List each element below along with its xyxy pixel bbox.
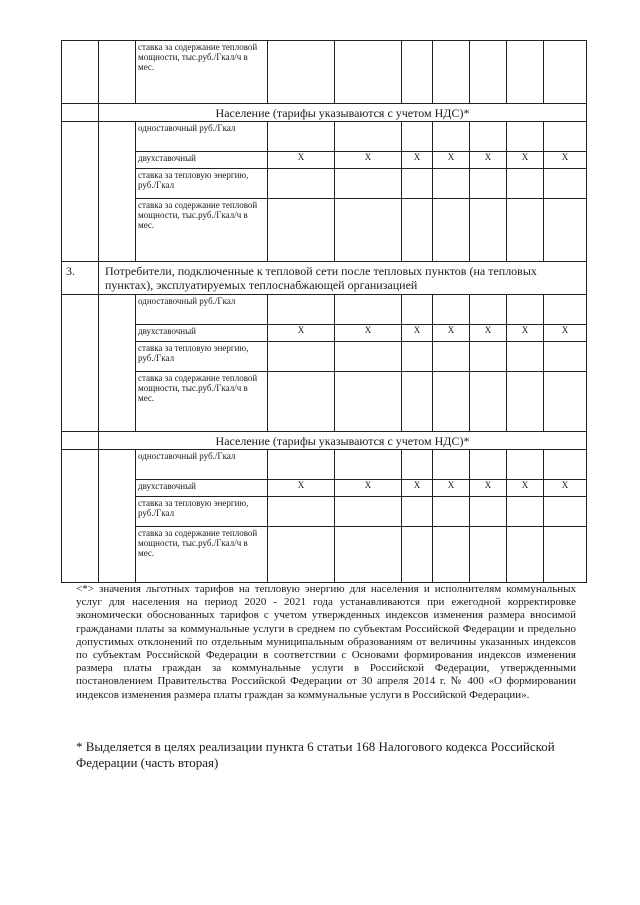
table-row (62, 342, 587, 372)
x-mark: X (507, 480, 544, 497)
x-mark: X (335, 325, 402, 342)
x-mark: X (402, 325, 433, 342)
table-row (62, 104, 587, 122)
population-band: Население (тарифы указываются с учетом НДС)* (99, 104, 587, 122)
x-mark: X (402, 152, 433, 169)
x-mark: X (268, 152, 335, 169)
rate-energy-label: ставка за тепловую энергию, руб./Гкал (136, 342, 268, 372)
x-mark: X (470, 152, 507, 169)
table-row (62, 262, 587, 295)
x-mark: X (544, 152, 587, 169)
x-mark: X (402, 480, 433, 497)
single-rate-label: одноставочный руб./Гкал (136, 295, 268, 325)
x-mark: X (470, 325, 507, 342)
table-row (62, 372, 587, 432)
tariff-table (61, 40, 587, 583)
group-title: Потребители, подключенные к тепловой сети после тепловых пунктов (на тепловых пунктах), эксплуатируемых теплоснабжающей организацией (99, 262, 587, 295)
x-mark: X (335, 152, 402, 169)
table-row (62, 450, 587, 480)
table-row (62, 295, 587, 325)
x-mark: X (433, 480, 470, 497)
population-band: Население (тарифы указываются с учетом НДС)* (99, 432, 587, 450)
two-rate-label: двухставочный (136, 480, 268, 497)
table-row (62, 152, 587, 169)
footnote-vat-text: * Выделяется в целях реализации пункта 6 статьи 168 Налогового кодекса Российской Федерации (часть вторая) (76, 739, 555, 770)
two-rate-label: двухставочный (136, 325, 268, 342)
x-mark: X (268, 480, 335, 497)
x-mark: X (544, 480, 587, 497)
x-mark: X (507, 325, 544, 342)
x-mark: X (470, 480, 507, 497)
rate-power-label: ставка за содержание тепловой мощности, тыс.руб./Гкал/ч в мес. (136, 41, 268, 104)
single-rate-label: одноставочный руб./Гкал (136, 450, 268, 480)
x-mark: X (335, 480, 402, 497)
table-row (62, 325, 587, 342)
footnote-tariffs (76, 583, 576, 702)
table-row (62, 199, 587, 262)
rate-energy-label: ставка за тепловую энергию, руб./Гкал (136, 497, 268, 527)
x-mark: X (433, 152, 470, 169)
x-mark: X (433, 325, 470, 342)
rate-energy-label: ставка за тепловую энергию, руб./Гкал (136, 169, 268, 199)
two-rate-label: двухставочный (136, 152, 268, 169)
table-row (62, 527, 587, 583)
rate-power-label: ставка за содержание тепловой мощности, тыс.руб./Гкал/ч в мес. (136, 199, 268, 262)
group-number: 3. (62, 262, 99, 295)
table-row (62, 480, 587, 497)
footnote-vat (76, 739, 576, 771)
footnote-text: <*> значения льготных тарифов на тепловую энергию для населения и исполнителям коммунальных услуг для населения на период 2020 - 2021 года устанавливаются при ежегодной корректировке экономически обоснованных тарифов с учетом утвержденных индексов изменения размера вносимой гражданами платы за коммунальные услуги в среднем по субъектам Российской Федерации и предельно допустимых отклонений по отдельным муниципальным образованиям от величины указанных индексов по субъектам Российской Федерации в соответствии с Основами формирования индексов изменения размера платы граждан за коммунальные услуги в Российской Федерации, утвержденными постановлением Правительства Российской Федерации от 30 апреля 2014 г. № 400 «О формировании индексов изменения размера платы граждан за коммунальные услуги в Российской Федерации». (76, 583, 576, 701)
rate-power-label: ставка за содержание тепловой мощности, тыс.руб./Гкал/ч в мес. (136, 372, 268, 432)
table-row (62, 432, 587, 450)
table-row (62, 122, 587, 152)
table-row (62, 169, 587, 199)
x-mark: X (268, 325, 335, 342)
table-row (62, 497, 587, 527)
x-mark: X (507, 152, 544, 169)
table-row (62, 41, 587, 104)
rate-power-label: ставка за содержание тепловой мощности, тыс.руб./Гкал/ч в мес. (136, 527, 268, 583)
single-rate-label: одноставочный руб./Гкал (136, 122, 268, 152)
x-mark: X (544, 325, 587, 342)
